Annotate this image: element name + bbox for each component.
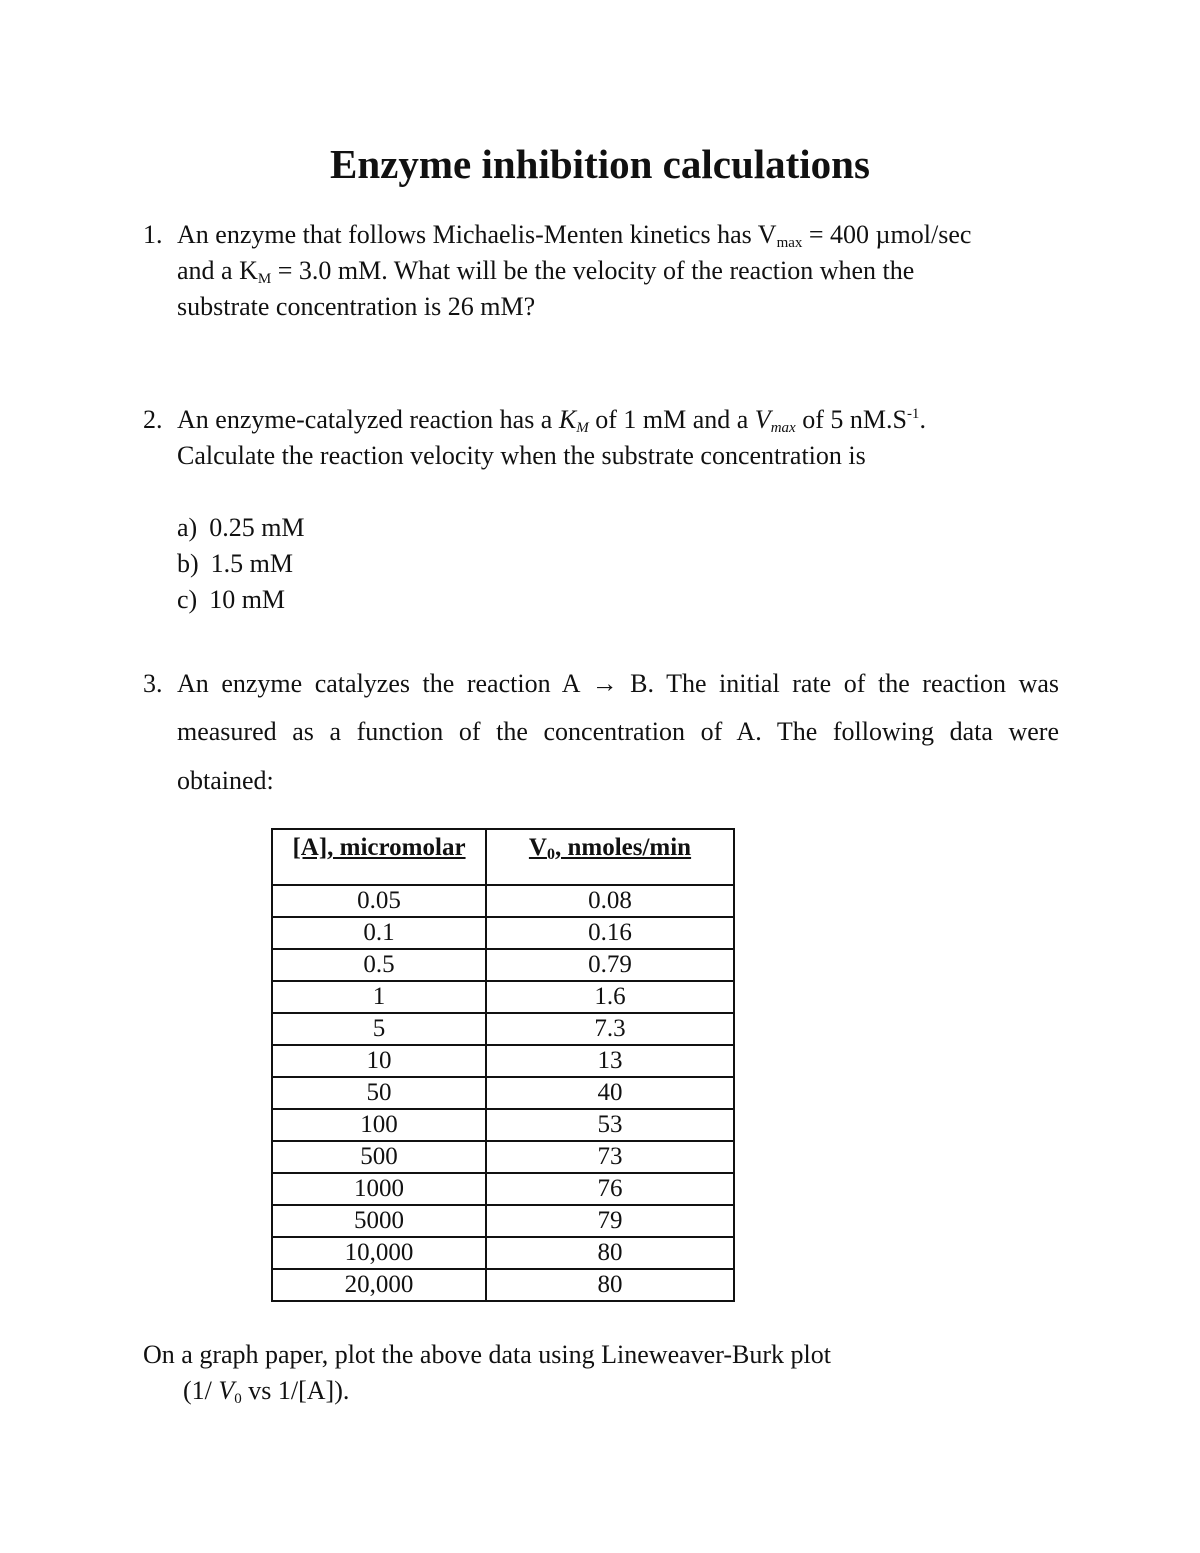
q1-number: 1.	[143, 220, 163, 249]
cell-concentration: 10	[272, 1045, 486, 1077]
table-header-row	[272, 829, 734, 885]
q2-line-1: An enzyme-catalyzed reaction has a $K_M$ of 1 mM and a $V_{max}$ of 5 $nM.S^{-1}$.	[177, 405, 926, 436]
cell-velocity: 80	[486, 1269, 734, 1301]
table-row	[272, 1205, 734, 1237]
cell-concentration: 5000	[272, 1205, 486, 1237]
q1-line-3: substrate concentration is 26 mM?	[177, 292, 536, 321]
cell-velocity: 40	[486, 1077, 734, 1109]
cell-velocity: 0.79	[486, 949, 734, 981]
cell-concentration: 0.5	[272, 949, 486, 981]
table-row	[272, 1237, 734, 1269]
cell-velocity: 13	[486, 1045, 734, 1077]
cell-concentration: 0.05	[272, 885, 486, 917]
table-row	[272, 1269, 734, 1301]
q2-option-c: c) 10 mM	[177, 585, 286, 614]
q2-line-2: Calculate the reaction velocity when the substrate concentration is	[177, 441, 866, 470]
cell-velocity: 79	[486, 1205, 734, 1237]
kinetics-data-table	[271, 828, 735, 1302]
table-row	[272, 1045, 734, 1077]
cell-velocity: 76	[486, 1173, 734, 1205]
q1-line-1: An enzyme that follows Michaelis-Menten kinetics has $V_{max} = 400$ µmol/sec	[177, 220, 972, 251]
q2-number: 2.	[143, 405, 163, 434]
table-row	[272, 1077, 734, 1109]
cell-concentration: 0.1	[272, 917, 486, 949]
cell-concentration: 1000	[272, 1173, 486, 1205]
cell-concentration: 5	[272, 1013, 486, 1045]
q2-option-a: a) 0.25 mM	[177, 513, 305, 542]
q3-line-1: An enzyme catalyzes the reaction A → B. The initial rate of the reaction was	[177, 669, 1059, 698]
q3-line-3: obtained:	[177, 766, 274, 795]
cell-concentration: 10,000	[272, 1237, 486, 1269]
page-title: Enzyme inhibition calculations	[330, 141, 870, 187]
table-row	[272, 981, 734, 1013]
cell-velocity: 0.08	[486, 885, 734, 917]
q3-line-2: measured as a function of the concentration of A. The following data were	[177, 717, 1059, 746]
table-row	[272, 917, 734, 949]
header-velocity: $V_0$, nmoles/min	[486, 829, 734, 885]
header-concentration: [A], micromolar	[272, 829, 486, 885]
table-row	[272, 1173, 734, 1205]
table-row	[272, 1109, 734, 1141]
table-row	[272, 885, 734, 917]
cell-velocity: 1.6	[486, 981, 734, 1013]
footer-line-1: On a graph paper, plot the above data using Lineweaver-Burk plot	[143, 1340, 831, 1369]
footer-line-2: (1/ $V_0$ vs 1/[A]).	[183, 1376, 350, 1407]
q3-number: 3.	[143, 669, 163, 698]
q2-option-b: b) 1.5 mM	[177, 549, 294, 578]
cell-velocity: 80	[486, 1237, 734, 1269]
table-row	[272, 1013, 734, 1045]
cell-velocity: 73	[486, 1141, 734, 1173]
cell-velocity: 0.16	[486, 917, 734, 949]
cell-concentration: 50	[272, 1077, 486, 1109]
q1-line-2: and a $K_M = 3.0$ mM. What will be the velocity of the reaction when the	[177, 256, 915, 287]
cell-concentration: 100	[272, 1109, 486, 1141]
cell-concentration: 20,000	[272, 1269, 486, 1301]
cell-velocity: 7.3	[486, 1013, 734, 1045]
cell-concentration: 500	[272, 1141, 486, 1173]
cell-concentration: 1	[272, 981, 486, 1013]
table-row	[272, 1141, 734, 1173]
cell-velocity: 53	[486, 1109, 734, 1141]
table-row	[272, 949, 734, 981]
